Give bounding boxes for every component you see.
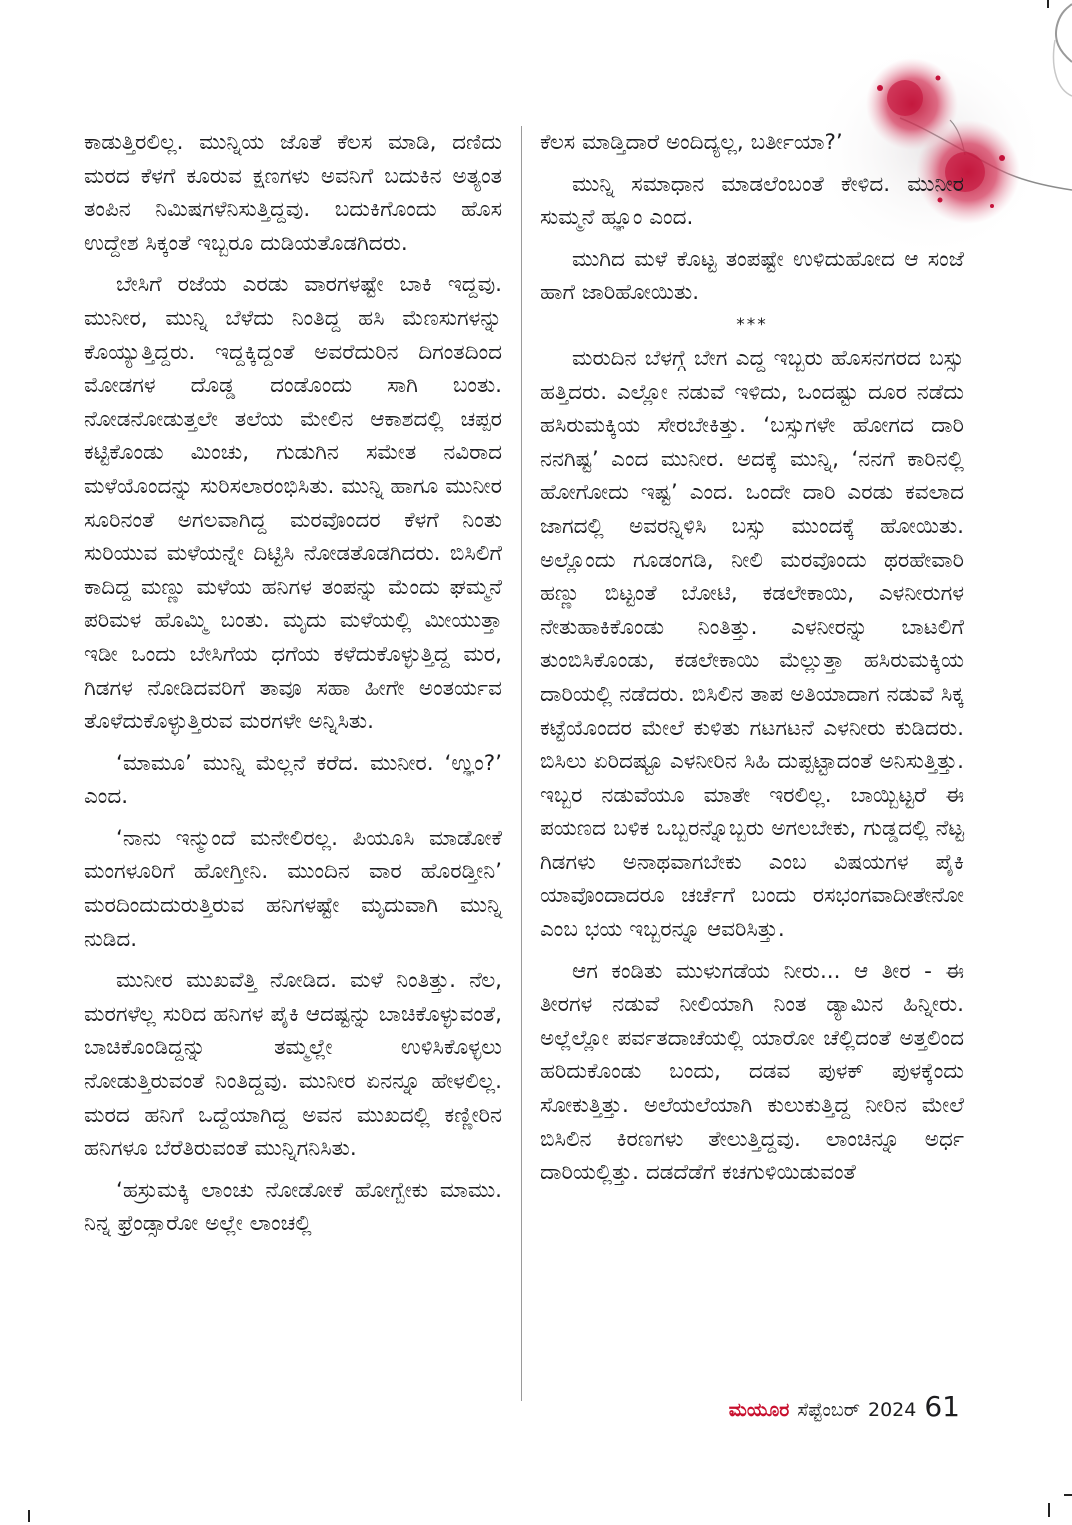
page-number: 61	[924, 1390, 960, 1423]
paragraph: ‘ಮಾಮೂ’ ಮುನ್ನಿ ಮೆಲ್ಲನೆ ಕರೆದ. ಮುನೀರ. ‘ಉ್ಞಂ?’ ಎಂದ.	[84, 750, 502, 810]
section-separator: ***	[736, 314, 768, 335]
page-footer	[729, 1390, 960, 1423]
paragraph: ‘ಹಸ್ರುಮಕ್ಕಿ ಲಾಂಚು ನೋಡೋಕೆ ಹೋಗ್ಬೇಕು ಮಾಮು. ನಿನ್ನ ಫ್ರೆಂಡ್ಸಾರೋ ಅಲ್ಲೇ ಲಾಂಚಲ್ಲಿ	[84, 1177, 502, 1237]
crop-mark-bottom-right	[1048, 1503, 1050, 1517]
paragraph: ಕೆಲಸ ಮಾಡ್ತಿದಾರೆ ಅಂದಿದ್ಯಲ್ಲ, ಬರ್ತೀಯಾ?’	[540, 130, 843, 155]
paragraph: ‘ನಾನು ಇನ್ಮುಂದೆ ಮನೇಲಿರಲ್ಲ. ಪಿಯೂಸಿ ಮಾಡೋಕೆ ಮಂಗಳೂರಿಗೆ ಹೋಗ್ತೀನಿ. ಮುಂದಿನ ವಾರ ಹೊರಡ್ತೀನಿ’ ಮರದಿಂದುದುರುತ್ತಿರುವ ಹನಿಗಳಷ್ಟೇ ಮೃದುವಾಗಿ ಮುನ್ನಿ ನುಡಿದ.	[84, 825, 502, 952]
magazine-brand: ಮಯೂರ	[728, 1399, 790, 1421]
paragraph: ಆಗ ಕಂಡಿತು ಮುಳುಗಡೆಯ ನೀರು... ಆ ತೀರ - ಈ ತೀರಗಳ ನಡುವೆ ನೀಲಿಯಾಗಿ ನಿಂತ ಡ್ಯಾಮಿನ ಹಿನ್ನೀರು. ಅಲ್ಲೆಲ್ಲೋ ಪರ್ವತದಾಚೆಯಲ್ಲಿ ಯಾರೋ ಚೆಲ್ಲಿದಂತೆ ಅತ್ತಲಿಂದ ಹರಿದುಕೊಂಡು ಬಂದು, ದಡವ ಪುಳಕ್ ಪುಳಕ್ಕೆಂದು ಸೋಕುತ್ತಿತ್ತು. ಅಲೆಯಲೆಯಾಗಿ ಕುಲುಕುತ್ತಿದ್ದ ನೀರಿನ ಮೇಲೆ ಬಿಸಿಲಿನ ಕಿರಣಗಳು ತೇಲುತ್ತಿದ್ದವು. ಲಾಂಚಿನ್ನೂ ಅರ್ಧ ದಾರಿಯಲ್ಲಿತ್ತು. ದಡದೆಡೆಗೆ ಕಚಗುಳಿಯಿಡುವಂತೆ	[540, 958, 964, 1186]
column-divider	[521, 126, 522, 1401]
issue-month: ಸೆಪ್ಟೆಂಬರ್	[797, 1399, 860, 1421]
paragraph: ಮುನೀರ ಮುಖವೆತ್ತಿ ನೋಡಿದ. ಮಳೆ ನಿಂತಿತ್ತು. ನೆಲ, ಮರಗಳೆಲ್ಲ ಸುರಿದ ಹನಿಗಳ ಪೈಕಿ ಆದಷ್ಟನ್ನು ಬಾಚಿಕೊಳ್ಳುವಂತೆ, ಬಾಚಿಕೊಂಡಿದ್ದನ್ನು ತಮ್ಮಲ್ಲೇ ಉಳಿಸಿಕೊಳ್ಳಲು ನೋಡುತ್ತಿರುವಂತೆ ನಿಂತಿದ್ದವು. ಮುನೀರ ಏನನ್ನೂ ಹೇಳಲಿಲ್ಲ. ಮರದ ಹನಿಗೆ ಒದ್ದೆಯಾಗಿದ್ದ ಅವನ ಮುಖದಲ್ಲಿ ಕಣ್ಣೀರಿನ ಹನಿಗಳೂ ಬೆರೆತಿರುವಂತೆ ಮುನ್ನಿಗನಿಸಿತು.	[84, 968, 502, 1162]
paragraph: ಕಾಡುತ್ತಿರಲಿಲ್ಲ. ಮುನ್ನಿಯ ಜೊತೆ ಕೆಲಸ ಮಾಡಿ, ದಣಿದು ಮರದ ಕೆಳಗೆ ಕೂರುವ ಕ್ಷಣಗಳು ಅವನಿಗೆ ಬದುಕಿನ ಅತ್ಯಂತ ತಂಪಿನ ನಿಮಿಷಗಳೆನಿಸುತ್ತಿದ್ದವು. ಬದುಕಿಗೊಂದು ಹೊಸ ಉದ್ದೇಶ ಸಿಕ್ಕಂತೆ ಇಬ್ಬರೂ ದುಡಿಯತೊಡಗಿದರು.	[84, 130, 502, 256]
crop-mark-right	[1064, 1494, 1072, 1496]
article-column-right	[540, 126, 964, 1198]
article-column-left	[84, 126, 502, 1249]
paragraph: ಮುಗಿದ ಮಳೆ ಕೊಟ್ಟ ತಂಪಷ್ಟೇ ಉಳಿದುಹೋದ ಆ ಸಂಜೆ ಹಾಗೆ ಜಾರಿಹೋಯಿತು.	[540, 246, 964, 306]
crop-mark-left	[28, 1510, 30, 1522]
paragraph: ಬೇಸಿಗೆ ರಜೆಯ ಎರಡು ವಾರಗಳಷ್ಟೇ ಬಾಕಿ ಇದ್ದವು. ಮುನೀರ, ಮುನ್ನಿ ಬೆಳೆದು ನಿಂತಿದ್ದ ಹಸಿ ಮೆಣಸುಗಳನ್ನು ಕೊಯ್ಯುತ್ತಿದ್ದರು. ಇದ್ದಕ್ಕಿದ್ದಂತೆ ಅವರೆದುರಿನ ದಿಗಂತದಿಂದ ಮೋಡಗಳ ದೊಡ್ಡ ದಂಡೊಂದು ಸಾಗಿ ಬಂತು. ನೋಡನೋಡುತ್ತಲೇ ತಲೆಯ ಮೇಲಿನ ಆಕಾಶದಲ್ಲಿ ಚಪ್ಪರ ಕಟ್ಟಿಕೊಂಡು ಮಿಂಚು, ಗುಡುಗಿನ ಸಮೇತ ನವಿರಾದ ಮಳೆಯೊಂದನ್ನು ಸುರಿಸಲಾರಂಭಿಸಿತು. ಮುನ್ನಿ ಹಾಗೂ ಮುನೀರ ಸೂರಿನಂತೆ ಅಗಲವಾಗಿದ್ದ ಮರವೊಂದರ ಕೆಳಗೆ ನಿಂತು ಸುರಿಯುವ ಮಳೆಯನ್ನೇ ದಿಟ್ಟಿಸಿ ನೋಡತೊಡಗಿದರು. ಬಿಸಿಲಿಗೆ ಕಾದಿದ್ದ ಮಣ್ಣು ಮಳೆಯ ಹನಿಗಳ ತಂಪನ್ನು ಮೆಂದು ಘಮ್ಮನೆ ಪರಿಮಳ ಹೊಮ್ಮಿ ಬಂತು. ಮೃದು ಮಳೆಯಲ್ಲಿ ಮೀಯುತ್ತಾ ಇಡೀ ಒಂದು ಬೇಸಿಗೆಯ ಧಗೆಯ ಕಳೆದುಕೊಳ್ಳುತ್ತಿದ್ದ ಮರ, ಗಿಡಗಳ ನೋಡಿದವರಿಗೆ ತಾವೂ ಸಹಾ ಹೀಗೇ ಅಂತರ್ಯವ ತೊಳೆದುಕೊಳ್ಳುತ್ತಿರುವ ಮರಗಳೇ ಅನ್ನಿಸಿತು.	[84, 272, 502, 735]
paragraph: ಮುನ್ನಿ ಸಮಾಧಾನ ಮಾಡಲೆಂಬಂತೆ ಕೇಳಿದ. ಮುನೀರ ಸುಮ್ಮನೆ ಹ್ಞೂಂ ಎಂದ.	[540, 171, 964, 231]
issue-year: 2024	[868, 1399, 917, 1421]
paragraph: ಮರುದಿನ ಬೆಳಗ್ಗೆ ಬೇಗ ಎದ್ದ ಇಬ್ಬರು ಹೊಸನಗರದ ಬಸ್ಸು ಹತ್ತಿದರು. ಎಲ್ಲೋ ನಡುವೆ ಇಳಿದು, ಒಂದಷ್ಟು ದೂರ ನಡೆದು ಹಸಿರುಮಕ್ಕಿಯ ಸೇರಬೇಕಿತ್ತು. ‘ಬಸ್ಸುಗಳೇ ಹೋಗದ ದಾರಿ ನನಗಿಷ್ಟ’ ಎಂದ ಮುನೀರ. ಅದಕ್ಕೆ ಮುನ್ನಿ, ‘ನನಗೆ ಕಾರಿನಲ್ಲಿ ಹೋಗೋದು ಇಷ್ಟ’ ಎಂದ. ಒಂದೇ ದಾರಿ ಎರಡು ಕವಲಾದ ಜಾಗದಲ್ಲಿ ಅವರನ್ನಿಳಿಸಿ ಬಸ್ಸು ಮುಂದಕ್ಕೆ ಹೋಯಿತು. ಅಲ್ಲೊಂದು ಗೂಡಂಗಡಿ, ನೀಲಿ ಮರವೊಂದು ಥರಹೇವಾರಿ ಹಣ್ಣು ಬಿಟ್ಟಂತೆ ಬೋಟಿ, ಕಡಲೇಕಾಯಿ, ಎಳನೀರುಗಳ ನೇತುಹಾಕಿಕೊಂಡು ನಿಂತಿತ್ತು. ಎಳನೀರನ್ನು ಬಾಟಲಿಗೆ ತುಂಬಿಸಿಕೊಂಡು, ಕಡಲೇಕಾಯಿ ಮೆಲ್ಲುತ್ತಾ ಹಸಿರುಮಕ್ಕಿಯ ದಾರಿಯಲ್ಲಿ ನಡೆದರು. ಬಿಸಿಲಿನ ತಾಪ ಅತಿಯಾದಾಗ ನಡುವೆ ಸಿಕ್ಕ ಕಟ್ಟೆಯೊಂದರ ಮೇಲೆ ಕುಳಿತು ಗಟಗಟನೆ ಎಳನೀರು ಕುಡಿದರು. ಬಿಸಿಲು ಏರಿದಷ್ಟೂ ಎಳನೀರಿನ ಸಿಹಿ ದುಪ್ಪಟ್ಟಾದಂತೆ ಅನಿಸುತ್ತಿತ್ತು. ಇಬ್ಬರ ನಡುವೆಯೂ ಮಾತೇ ಇರಲಿಲ್ಲ. ಬಾಯ್ಬಿಟ್ಟರೆ ಈ ಪಯಣದ ಬಳಿಕ ಒಬ್ಬರನ್ನೊಬ್ಬರು ಅಗಲಬೇಕು, ಗುಡ್ಡದಲ್ಲಿ ನೆಟ್ಟ ಗಿಡಗಳು ಅನಾಥವಾಗಬೇಕು ಎಂಬ ವಿಷಯಗಳ ಪೈಕಿ ಯಾವೊಂದಾದರೂ ಚರ್ಚೆಗೆ ಬಂದು ರಸಭಂಗವಾದೀತೇನೋ ಎಂಬ ಭಯ ಇಬ್ಬರನ್ನೂ ಆವರಿಸಿತ್ತು.	[540, 345, 964, 943]
